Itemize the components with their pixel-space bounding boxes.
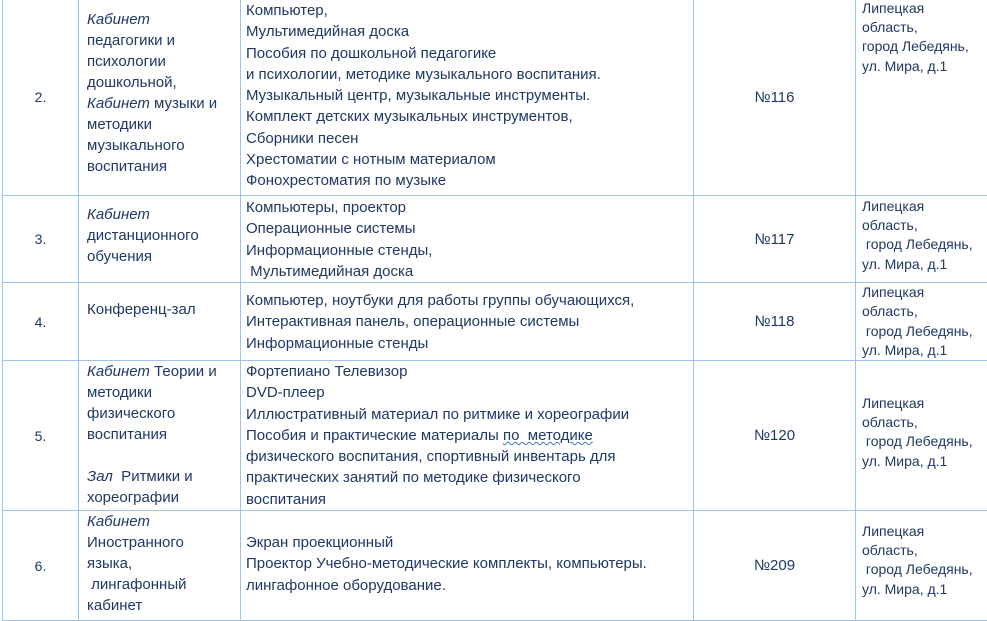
address-line: город Лебедянь, — [862, 235, 983, 254]
equipment-cell — [241, 196, 694, 283]
address-line: ул. Мира, д.1 — [862, 452, 983, 471]
room-name-line: обучения — [87, 246, 236, 267]
address-line: область, — [862, 216, 983, 235]
table-row — [3, 361, 987, 511]
room-name-line: Ритмики и — [117, 468, 193, 485]
room-name-italic: Кабинет — [87, 9, 236, 30]
equipment-line: Сборники песен — [246, 128, 689, 149]
room-name-line: музыки и — [150, 95, 217, 112]
address-line: область, — [862, 541, 983, 560]
table-row — [3, 196, 987, 283]
room-name-line: психологии — [87, 51, 236, 72]
address-line: город Лебедянь, — [862, 37, 983, 56]
row-number-cell — [3, 196, 79, 283]
equipment-line: Компьютеры, проектор — [246, 197, 689, 218]
room-number: №209 — [754, 557, 795, 574]
room-name-italic: Кабинет — [87, 204, 236, 225]
row-number-cell — [3, 283, 79, 361]
address-line: Липецкая — [862, 0, 983, 18]
room-name-line: хореографии — [87, 487, 236, 508]
spellcheck-underlined-text: по методике — [503, 427, 593, 444]
equipment-line: Мультимедийная доска — [246, 261, 689, 282]
address-line: ул. Мира, д.1 — [862, 580, 983, 599]
equipment-line: DVD-плеер — [246, 382, 689, 403]
equipment-line: Фортепиано Телевизор — [246, 361, 689, 382]
room-name-line: физического — [87, 403, 236, 424]
address-line: Липецкая — [862, 197, 983, 216]
room-name-italic: Кабинет — [87, 363, 150, 380]
equipment-line: Проектор Учебно-методические комплекты, компьютеры. — [246, 553, 689, 574]
room-number: №118 — [754, 313, 794, 330]
room-name-line: воспитания — [87, 424, 236, 445]
facilities-table — [2, 0, 987, 621]
equipment-line: Музыкальный центр, музыкальные инструменты. — [246, 85, 689, 106]
room-number: №117 — [754, 231, 794, 248]
address-cell — [856, 283, 987, 361]
address-line: область, — [862, 302, 983, 321]
room-name-line: Теории и — [150, 363, 217, 380]
equipment-line: практических занятий по методике физического — [246, 467, 689, 488]
room-name-italic: Зал — [87, 468, 117, 485]
row-number-cell — [3, 0, 79, 196]
table-row — [3, 283, 987, 361]
equipment-line: Комплект детских музыкальных инструментов, — [246, 106, 689, 127]
room-name-line: дистанционного — [87, 225, 236, 246]
room-name-line: музыкального — [87, 135, 236, 156]
address-line: область, — [862, 18, 983, 37]
row-number: 4. — [35, 314, 47, 330]
address-line: ул. Мира, д.1 — [862, 341, 983, 360]
table-row — [3, 511, 987, 621]
equipment-line: Информационные стенды — [246, 333, 689, 354]
row-number: 2. — [35, 89, 47, 105]
equipment-line: Хрестоматии с нотным материалом — [246, 149, 689, 170]
address-cell — [856, 361, 987, 511]
spacer — [87, 445, 236, 466]
equipment-line: и психологии, методике музыкального воспитания. — [246, 64, 689, 85]
equipment-cell — [241, 511, 694, 621]
row-number: 5. — [35, 428, 47, 444]
equipment-line: Пособия по дошкольной педагогике — [246, 43, 689, 64]
equipment-line: лингафонное оборудование. — [246, 575, 689, 596]
room-name-cell — [79, 196, 241, 283]
room-name-line: языка, — [87, 553, 236, 574]
equipment-line: Фонохрестоматия по музыке — [246, 170, 689, 191]
equipment-cell — [241, 0, 694, 196]
equipment-line: Компьютер, ноутбуки для работы группы обучающихся, — [246, 290, 689, 311]
room-name-cell — [79, 0, 241, 196]
equipment-line: Иллюстративный материал по ритмике и хореографии — [246, 404, 689, 425]
address-line: ул. Мира, д.1 — [862, 57, 983, 76]
equipment-line: Операционные системы — [246, 218, 689, 239]
equipment-line: Экран проекционный — [246, 532, 689, 553]
room-number: №116 — [754, 89, 794, 106]
room-name-line: воспитания — [87, 156, 236, 177]
equipment-cell — [241, 283, 694, 361]
address-line: город Лебедянь, — [862, 322, 983, 341]
row-number-cell — [3, 361, 79, 511]
room-name-italic: Кабинет — [87, 95, 150, 112]
address-line: Липецкая — [862, 394, 983, 413]
address-line: область, — [862, 413, 983, 432]
room-name-cell — [79, 283, 241, 361]
row-number-cell — [3, 511, 79, 621]
room-name-line: методики — [87, 114, 236, 135]
equipment-line: Компьютер, — [246, 0, 689, 21]
address-line: город Лебедянь, — [862, 432, 983, 451]
address-line: город Лебедянь, — [862, 560, 983, 579]
room-name-italic: Кабинет — [87, 511, 236, 532]
address-line: Липецкая — [862, 283, 983, 302]
equipment-line: воспитания — [246, 489, 689, 510]
room-name-line: лингафонный — [87, 574, 236, 595]
room-number-cell — [694, 361, 856, 511]
room-name-cell — [79, 361, 241, 511]
equipment-line: Интерактивная панель, операционные системы — [246, 311, 689, 332]
room-name-cell — [79, 511, 241, 621]
room-number-cell — [694, 511, 856, 621]
room-name-line: педагогики и — [87, 30, 236, 51]
address-cell — [856, 0, 987, 196]
room-name-line: кабинет — [87, 595, 236, 616]
equipment-line: Информационные стенды, — [246, 240, 689, 261]
table-row — [3, 0, 987, 196]
address-cell — [856, 511, 987, 621]
equipment-line: Пособия и практические материалы — [246, 427, 503, 444]
room-number-cell — [694, 196, 856, 283]
row-number: 3. — [35, 231, 47, 247]
address-line: ул. Мира, д.1 — [862, 255, 983, 274]
room-name-line: Иностранного — [87, 532, 236, 553]
equipment-cell — [241, 361, 694, 511]
row-number: 6. — [35, 558, 47, 574]
room-name-line: Конференц-зал — [87, 299, 236, 320]
room-name-line: методики — [87, 382, 236, 403]
room-number-cell — [694, 0, 856, 196]
address-cell — [856, 196, 987, 283]
address-line: Липецкая — [862, 522, 983, 541]
room-number-cell — [694, 283, 856, 361]
equipment-line: Мультимедийная доска — [246, 21, 689, 42]
equipment-line: физического воспитания, спортивный инвентарь для — [246, 446, 689, 467]
room-number: №120 — [754, 427, 795, 444]
room-name-line: дошкольной, — [87, 72, 236, 93]
